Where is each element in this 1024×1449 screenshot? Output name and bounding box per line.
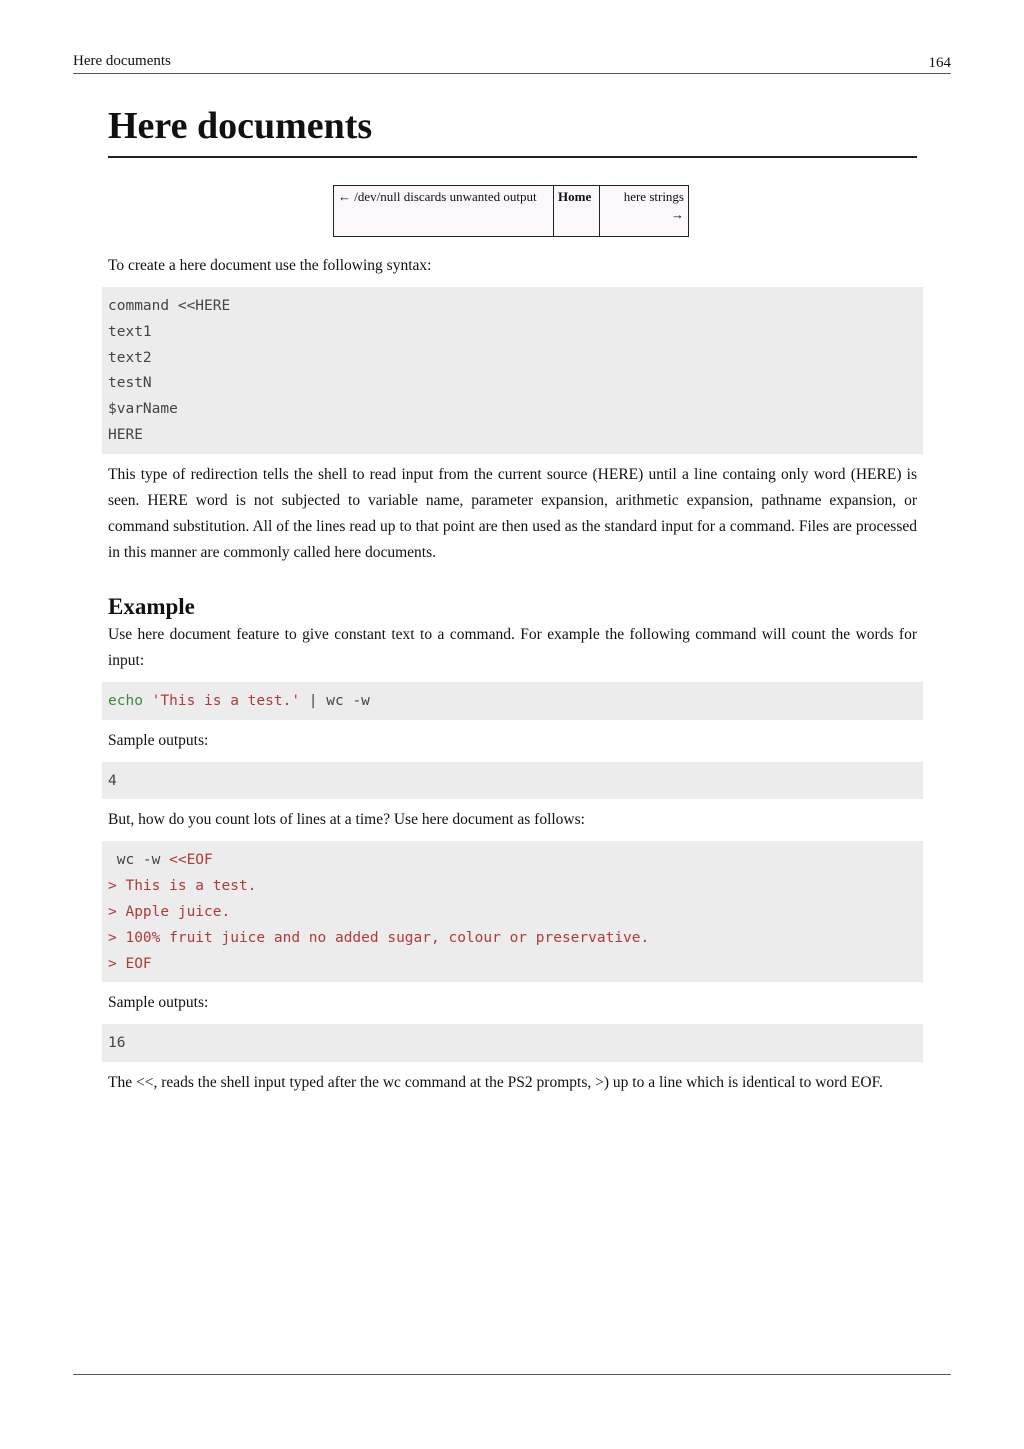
question-paragraph: But, how do you count lots of lines at a time? Use here document as follows: xyxy=(108,811,585,829)
sample-output-block xyxy=(102,1024,923,1062)
footer-rule xyxy=(73,1374,951,1375)
heredoc-code-block xyxy=(102,841,923,982)
navigation-table xyxy=(333,185,689,237)
example-code-block xyxy=(102,682,923,720)
code-redirect: <<EOF xyxy=(169,852,213,869)
sample-outputs-label: Sample outputs: xyxy=(108,994,209,1012)
explanation-paragraph: This type of redirection tells the shell to read input from the current source (HERE) until a line containg only word (HERE) is seen. HERE word is not subjected to variable name, parameter expansion, arithmetic expansion, pathname expansion, or command substitution. All of the lines read up to that point are then used as the standard input for a command. Files are processed in this manner are commonly called here documents. xyxy=(108,465,917,561)
page-content xyxy=(108,100,917,1096)
code-keyword: echo xyxy=(108,692,143,709)
closing-paragraph: The <<, reads the shell input typed after the wc command at the PS2 prompts, >) up to a line which is identical to word EOF. xyxy=(108,1074,883,1092)
code-text: | wc -w xyxy=(300,692,370,709)
code-line: 16 xyxy=(108,1035,126,1052)
code-line: > This is a test. xyxy=(108,878,257,895)
nav-home-link[interactable]: Home xyxy=(554,186,600,237)
code-line: 4 xyxy=(108,772,117,789)
running-header-title: Here documents xyxy=(73,53,171,69)
sample-output-block xyxy=(102,762,923,800)
example-heading: Example xyxy=(108,593,195,619)
example-intro-paragraph: Use here document feature to give constant text to a command. For example the following command will count the words for input: xyxy=(108,625,917,669)
code-line: HERE xyxy=(108,426,143,443)
code-text: wc -w xyxy=(108,852,170,869)
nav-prev-link[interactable]: ← /dev/null discards unwanted output xyxy=(334,186,554,237)
sample-outputs-label: Sample outputs: xyxy=(108,731,209,749)
code-line: $varName xyxy=(108,401,178,418)
running-header xyxy=(73,51,951,74)
code-line: testN xyxy=(108,375,152,392)
nav-next-link[interactable] xyxy=(600,186,689,237)
code-line: command <<HERE xyxy=(108,298,231,314)
code-line: text2 xyxy=(108,349,152,366)
code-line: > Apple juice. xyxy=(108,903,231,920)
page-title: Here documents xyxy=(108,100,917,158)
page-number: 164 xyxy=(928,55,951,71)
code-line xyxy=(108,848,917,874)
code-string: 'This is a test.' xyxy=(151,692,301,709)
code-line xyxy=(108,689,917,715)
intro-paragraph: To create a here document use the following syntax: xyxy=(108,257,432,274)
navigation-box xyxy=(108,185,917,237)
code-line: > 100% fruit juice and no added sugar, colour or preservative. xyxy=(108,929,650,946)
nav-next-label: here strings xyxy=(623,189,684,204)
code-line: > EOF xyxy=(108,955,152,972)
arrow-right-icon: → xyxy=(671,207,684,222)
syntax-code-block xyxy=(102,287,923,454)
code-line: text1 xyxy=(108,323,152,340)
